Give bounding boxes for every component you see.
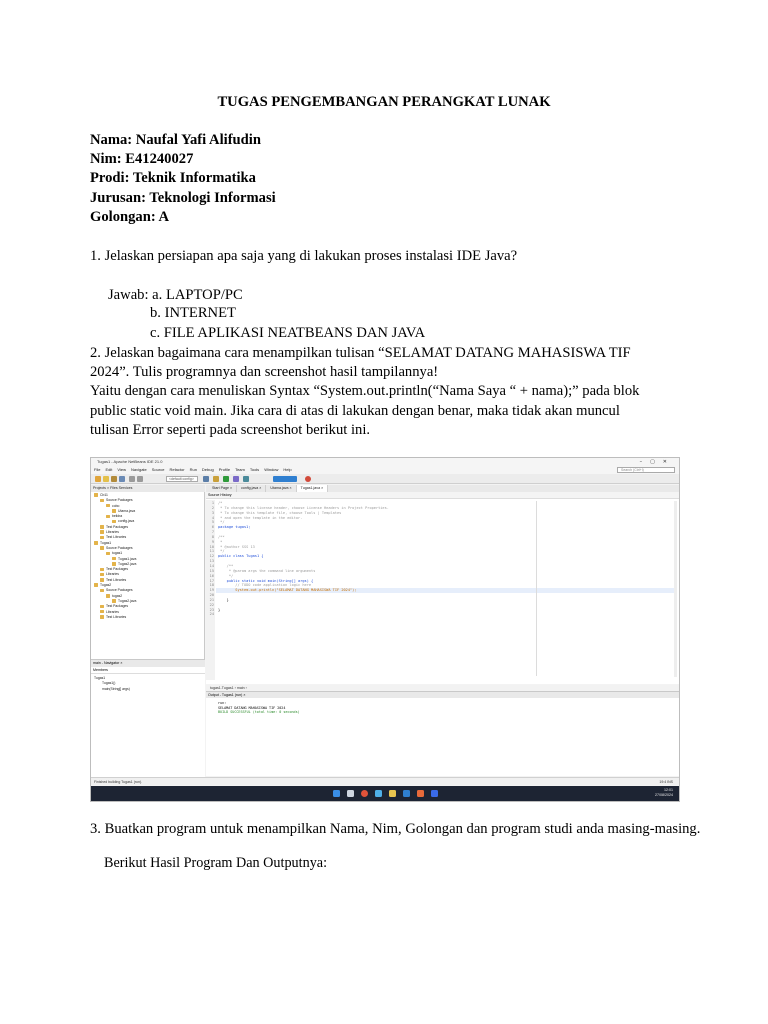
line-number: 13 xyxy=(209,559,214,564)
explorer-icon xyxy=(389,790,396,797)
document-title: TUGAS PENGEMBANGAN PERANGKAT LUNAK xyxy=(217,94,551,110)
code-text: System.out.println("SELAMAT DATANG MAHASISWA TIF 2024"); xyxy=(218,588,357,593)
store-icon xyxy=(403,790,410,797)
word-icon xyxy=(431,790,438,797)
clean-build-icon xyxy=(213,476,219,482)
tree-node-label: Test Libraries xyxy=(106,535,127,540)
gc-icon xyxy=(305,476,311,482)
code-text: public static void main(String[] args) { xyxy=(218,578,314,583)
code-text: * xyxy=(218,539,223,544)
line-number: 19 xyxy=(209,588,214,593)
output-line: run: xyxy=(218,701,227,705)
folder-icon xyxy=(100,530,104,534)
identity-nama: Nama: Naufal Yafi Alifudin xyxy=(90,132,261,148)
output-line: SELAMAT DATANG MAHASISWA TIF 2024 xyxy=(218,705,286,710)
line-number: 24 xyxy=(209,612,214,617)
menu-item: Help xyxy=(283,467,292,472)
answer-1-a: Jawab: a. LAPTOP/PC xyxy=(108,287,243,303)
editor-tab: Tugas1.java × xyxy=(297,485,329,492)
menu-item: Team xyxy=(235,467,245,472)
code-area xyxy=(209,501,676,617)
folder-icon xyxy=(100,589,104,593)
line-number: 17 xyxy=(209,578,214,583)
folder-icon xyxy=(94,541,98,545)
identity-prodi: Prodi: Teknik Informatika xyxy=(90,170,256,186)
code-text: } xyxy=(218,597,229,602)
folder-icon xyxy=(112,509,116,513)
output-text xyxy=(218,701,300,715)
output-line: BUILD SUCCESSFUL (total time: 0 seconds) xyxy=(218,710,300,714)
folder-icon xyxy=(100,568,104,572)
search-input: Search (Ctrl+I) xyxy=(617,467,675,473)
tree-node-label: Libraries xyxy=(106,572,120,577)
memory-bar xyxy=(273,476,297,482)
tree-node-label: Libraries xyxy=(106,530,120,535)
window-title: Tugas1 - Apache NetBeans IDE 21.0 xyxy=(91,458,679,466)
line-number: 8 xyxy=(211,534,214,539)
folder-icon xyxy=(100,615,104,619)
menu-item: Navigate xyxy=(130,467,147,472)
code-text: /* xyxy=(218,501,223,505)
tree-node-label: Test Packages xyxy=(106,524,129,529)
editor-scrollbar xyxy=(674,501,677,677)
code-text: */ xyxy=(218,549,225,554)
status-bar xyxy=(91,777,679,785)
tree-node-label: Tugas2 xyxy=(100,583,112,588)
answer-2-line-3: tulisan Error seperti pada screenshot berikut ini. xyxy=(90,422,371,438)
tree-node xyxy=(91,615,205,620)
folder-icon xyxy=(94,583,98,587)
tree-node-label: Tugas2.java xyxy=(118,598,137,603)
tree-node-label: Source Packages xyxy=(106,498,133,503)
identity-nim: Nim: E41240027 xyxy=(90,151,194,167)
tree-node-label: Test Libraries xyxy=(106,614,127,619)
navigator-members: Members xyxy=(91,667,205,674)
window-controls: –▢✕ xyxy=(639,459,675,465)
folder-icon xyxy=(100,536,104,540)
code-text: * To change this template file, choose Tools | Templates xyxy=(218,510,342,515)
line-number: 11 xyxy=(209,549,214,554)
answer-1-b: b. INTERNET xyxy=(150,305,236,321)
tree-node-label: Libraries xyxy=(106,609,120,614)
folder-icon xyxy=(100,573,104,577)
editor-tab: Utama.java × xyxy=(266,485,296,492)
answer-2-line-1: Yaitu dengan cara menuliskan Syntax “System.out.println(“Nama Saya “ + nama);” pada blok xyxy=(90,383,640,399)
answer-3: Berikut Hasil Program Dan Outputnya: xyxy=(104,855,328,871)
line-number: 4 xyxy=(211,515,214,520)
code-text: * @param args the command line arguments xyxy=(218,568,316,573)
line-number: 15 xyxy=(209,568,214,573)
netbeans-screenshot xyxy=(90,457,680,802)
navigator-item-label: main(String[] args) xyxy=(102,686,130,691)
line-number: 16 xyxy=(209,573,214,578)
editor-tabs xyxy=(206,485,679,492)
tree-node-label: belidra xyxy=(112,514,123,519)
folder-icon xyxy=(100,525,104,529)
folder-icon xyxy=(112,599,116,603)
menu-item: Profile xyxy=(218,467,231,472)
line-number: 7 xyxy=(211,530,214,535)
menu-bar xyxy=(91,466,679,474)
question-2-line-2: 2024”. Tulis programnya dan screenshot hasil tampilannya! xyxy=(90,364,439,380)
build-icon xyxy=(203,476,209,482)
new-file-icon xyxy=(103,476,109,482)
chrome-icon xyxy=(361,790,368,797)
search-icon xyxy=(347,790,354,797)
tree-node-label: tugas2 xyxy=(112,593,123,598)
line-number: 22 xyxy=(209,602,214,607)
line-number: 23 xyxy=(209,607,214,612)
editor-breadcrumb: tugas1.Tugas1 › main › xyxy=(206,685,679,691)
menu-item: Edit xyxy=(105,467,113,472)
identity-jurusan: Jurusan: Teknologi Informasi xyxy=(90,190,276,206)
project-tree xyxy=(91,493,205,620)
folder-icon xyxy=(112,562,116,566)
folder-icon xyxy=(100,499,104,503)
code-text: * @author SSS 13 xyxy=(218,544,255,549)
folder-icon xyxy=(106,504,110,508)
clock-date: 27/08/2024 xyxy=(655,793,673,797)
menu-item: File xyxy=(94,467,101,472)
edge-icon xyxy=(375,790,382,797)
editor-tab: config.java × xyxy=(237,485,266,492)
folder-icon xyxy=(106,515,110,519)
code-text: * and open the template in the editor. xyxy=(218,515,303,520)
code-text: */ xyxy=(218,573,234,578)
line-number: 18 xyxy=(209,583,214,588)
code-text: package tugas1; xyxy=(218,525,251,530)
code-line xyxy=(209,612,676,617)
question-1: 1. Jelaskan persiapan apa saja yang di lakukan proses instalasi IDE Java? xyxy=(90,248,518,264)
navigator-header: main - Navigator × xyxy=(91,660,205,667)
navigator-tree xyxy=(91,676,205,692)
code-text: /** xyxy=(218,534,225,539)
status-right: 19:4 INS xyxy=(659,780,673,784)
question-3 xyxy=(90,819,700,839)
tree-node-label: Test Packages xyxy=(106,567,129,572)
tree-node-label: Tugas1.java xyxy=(118,556,137,561)
margin-guide xyxy=(536,501,537,676)
code-text: // TODO code application logic here xyxy=(218,583,312,588)
line-number: 21 xyxy=(209,597,214,602)
code-text: public class Tugas1 { xyxy=(218,554,264,559)
folder-icon xyxy=(106,594,110,598)
redo-icon xyxy=(137,476,143,482)
output-header: Output - Tugas1 (run) × xyxy=(206,692,679,698)
answer-2-line-2: public static void main. Jika cara di atas di lakukan dengan benar, maka tidak akan muncul xyxy=(90,403,620,419)
tree-node-label: Test Packages xyxy=(106,604,129,609)
tree-node-label: Tugas2.java xyxy=(118,561,137,566)
navigator-item xyxy=(91,687,205,692)
run-icon xyxy=(223,476,229,482)
line-number: 9 xyxy=(211,539,214,544)
folder-icon xyxy=(100,605,104,609)
folder-icon xyxy=(106,552,110,556)
menu-item: Source xyxy=(151,467,165,472)
folder-icon xyxy=(100,610,104,614)
menu-item: Run xyxy=(189,467,197,472)
status-left: Finished building Tugas1 (run). xyxy=(94,780,143,784)
line-number: 10 xyxy=(209,544,214,549)
profile-icon xyxy=(243,476,249,482)
line-number: 3 xyxy=(211,510,214,515)
tree-node-label: Source Packages xyxy=(106,588,133,593)
tree-node-label: config.java xyxy=(118,519,135,524)
folder-icon xyxy=(100,578,104,582)
tree-node-label: Cb11 xyxy=(100,493,108,497)
line-number: 5 xyxy=(211,520,214,525)
question-3-text: 3. Buatkan program untuk menampilkan Nama, Nim, Golongan dan program studi anda masing-masing. xyxy=(90,821,701,837)
folder-icon xyxy=(112,557,116,561)
editor-panel xyxy=(206,485,679,684)
answer-1-c: c. FILE APLIKASI NEATBEANS DAN JAVA xyxy=(150,325,426,341)
line-number: 1 xyxy=(211,501,214,505)
save-all-icon xyxy=(119,476,125,482)
menu-item: Window xyxy=(264,467,279,472)
new-project-icon xyxy=(95,476,101,482)
folder-icon xyxy=(100,546,104,550)
projects-tabs: Projects × Files Services xyxy=(91,485,205,492)
output-panel xyxy=(206,691,679,776)
code-text: * To change this license header, choose License Headers in Project Properties. xyxy=(218,505,389,510)
code-text: } xyxy=(218,607,221,612)
system-clock xyxy=(655,788,673,798)
menu-item: Refactor xyxy=(169,467,185,472)
line-number: 20 xyxy=(209,593,214,598)
netbeans-icon xyxy=(417,790,424,797)
menu-item: Tools xyxy=(249,467,260,472)
editor-toolbar: Source History xyxy=(206,492,679,499)
tree-node-label: tugas1 xyxy=(112,551,123,556)
navigator-item-label: Tugas1 xyxy=(94,676,106,680)
menu-item: View xyxy=(117,467,126,472)
menu-item: Debug xyxy=(201,467,214,472)
config-select: <default config> xyxy=(166,476,198,482)
line-number: 12 xyxy=(209,554,214,559)
navigator-item-label: Tugas1() xyxy=(102,681,116,686)
tree-node-label: Tugas1 xyxy=(100,540,112,545)
folder-icon xyxy=(94,493,98,497)
editor-tab: Start Page × xyxy=(208,485,237,492)
code-text: /** xyxy=(218,563,234,568)
undo-icon xyxy=(129,476,135,482)
line-number: 14 xyxy=(209,563,214,568)
tree-node-label: cobo xyxy=(112,503,120,508)
navigator-panel xyxy=(91,659,205,785)
clock-time: 12:01 xyxy=(664,788,673,792)
line-number: 2 xyxy=(211,505,214,510)
question-2-line-1: 2. Jelaskan bagaimana cara menampilkan tulisan “SELAMAT DATANG MAHASISWA TIF xyxy=(90,345,631,361)
debug-icon xyxy=(233,476,239,482)
code-text: */ xyxy=(218,520,225,525)
identity-golongan: Golongan: A xyxy=(90,209,170,225)
tree-node-label: Utama.java xyxy=(118,508,136,513)
tree-node-label: Test Libraries xyxy=(106,577,127,582)
projects-panel xyxy=(91,485,205,785)
taskbar xyxy=(91,786,679,801)
tree-node-label: Source Packages xyxy=(106,545,133,550)
start-icon xyxy=(333,790,340,797)
line-number: 6 xyxy=(211,525,214,530)
open-project-icon xyxy=(111,476,117,482)
folder-icon xyxy=(112,520,116,524)
